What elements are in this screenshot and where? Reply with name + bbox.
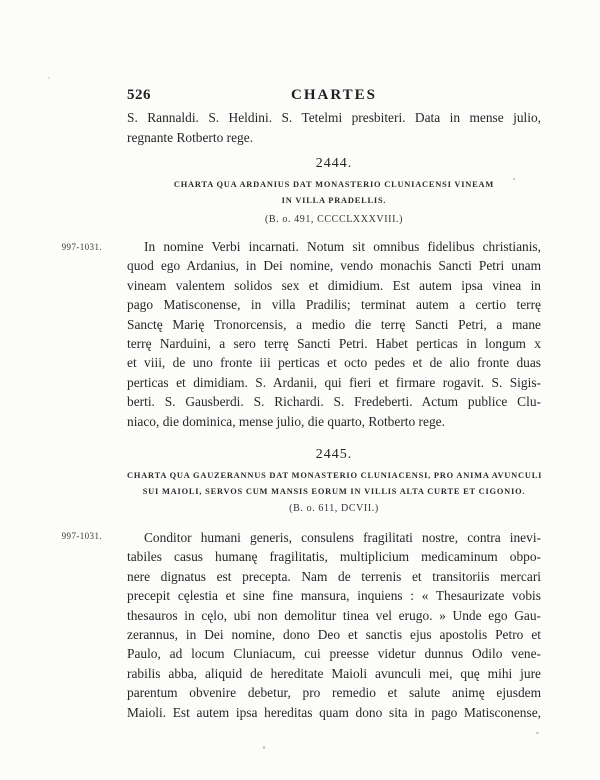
- text-line: parentum obvenire debetur, pro remedio et salute animę ejusdem: [127, 685, 541, 701]
- scan-speck: [536, 732, 539, 734]
- text-line: et viii, de uno fronte iii perticas et octo pedes et de alio fronte duas: [127, 355, 541, 371]
- source-reference: (B. o. 491, CCCCLXXXVIII.): [264, 214, 404, 225]
- text-line: In nomine Verbi incarnati. Notum sit omnibus fidelibus christianis,: [144, 239, 541, 254]
- text-line: Sanctę Marię Tronorcensis, a medio die terrę Sancti Petri, a mane: [127, 316, 541, 332]
- charter-body: [127, 528, 541, 722]
- charter-continuation: [127, 108, 541, 148]
- text-line: regnante Rotberto rege.: [127, 130, 254, 145]
- scan-speck: [513, 178, 515, 180]
- text-line: pago Matisconense, in villa Pradilis; terminat autem a certio terrę: [127, 297, 541, 313]
- text-line: terrę Narduini, a sero terrę Sancti Petri. Habet perticas in longum x: [127, 336, 541, 352]
- charter-title: [127, 177, 541, 209]
- text-line: nere dignatus est precepta. Nam de terrenis et transitoriis mercari: [127, 568, 541, 584]
- scan-speck: [263, 746, 265, 749]
- charter-number: 2445.: [315, 447, 353, 462]
- page-number: 526: [127, 87, 151, 103]
- text-line: quod ego Ardanius, in Dei nomine, vendo monachis Sancti Petri unam: [127, 258, 541, 274]
- margin-date: 997-1031.: [61, 242, 102, 252]
- text-line: Paulo, ad locum Cluniacum, cui preesse videtur dunnus Odilo vene-: [127, 646, 541, 662]
- text-line: S. Rannaldi. S. Heldini. S. Tetelmi presbiteri. Data in mense julio,: [127, 110, 541, 125]
- source-reference: (B. o. 611, DCVII.): [289, 503, 379, 514]
- charter-number: 2444.: [315, 156, 353, 171]
- text-line: tabiles casus humanę fragilitatis, multiplicium medicaminum obpo-: [127, 549, 541, 565]
- text-line: perticas et dimidiam. S. Ardanii, qui fieri et firmare rogavit. S. Sigis-: [127, 374, 541, 390]
- text-line: vineam valentem solidos sex et dimidium. Est autem ipsa vinea in: [127, 277, 541, 293]
- text-line: berti. S. Gausberdi. S. Richardi. S. Fredeberti. Actum publice Clu-: [127, 394, 541, 410]
- charter-title-line: SUI MAIOLI, SERVOS CUM MANSIS EORUM IN VILLIS ALTA CURTE ET CIGONIO.: [142, 487, 526, 496]
- text-line: precepit cęlestia et sine fine mansura, inquiens : « Thesaurizate vobis: [127, 588, 541, 604]
- page-header: [127, 87, 541, 107]
- charter-title-line: CHARTA QUA GAUZERANNUS DAT MONASTERIO CLUNIACENSI, PRO ANIMA AVUNCULI: [127, 471, 543, 480]
- scan-speck: [48, 77, 50, 79]
- charter-title: [127, 468, 541, 500]
- charter-title-line: IN VILLA PRADELLIS.: [281, 196, 387, 205]
- text-line: thesauros in cęlo, ubi non demolitur tinea vel erugo. » Unde ego Gau-: [127, 607, 541, 623]
- text-line: Conditor humani generis, consulens fragilitati nostre, contra inevi-: [144, 530, 541, 545]
- charter-body: [127, 237, 541, 431]
- text-line: niaco, die dominica, mense julio, die quarto, Rotberto rege.: [127, 413, 445, 429]
- charter-title-line: CHARTA QUA ARDANIUS DAT MONASTERIO CLUNIACENSI VINEAM: [173, 180, 495, 189]
- margin-date: 997-1031.: [61, 531, 102, 541]
- running-title: CHARTES: [291, 87, 377, 103]
- text-line: zerannus, in Dei nomine, dono Deo et sanctis ejus apostolis Petro et: [127, 627, 541, 643]
- text-line: Maioli. Est autem ipsa hereditas quam dono sita in pago Matisconense,: [127, 704, 541, 720]
- text-line: rabilis abba, aliquid de hereditate Maioli avunculi mei, quę mihi jure: [127, 665, 541, 681]
